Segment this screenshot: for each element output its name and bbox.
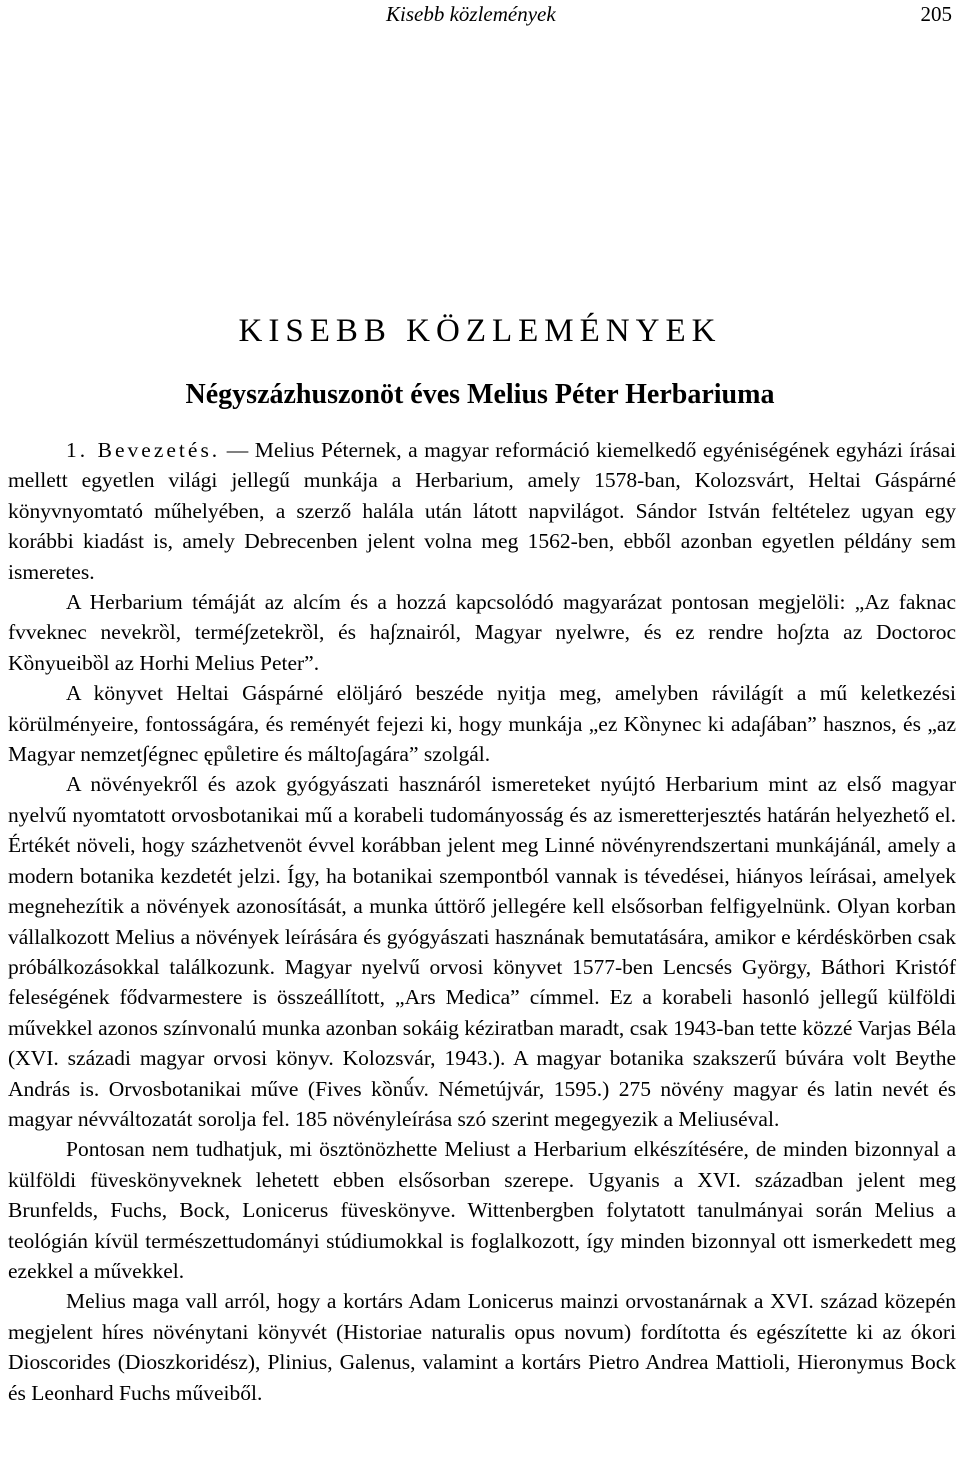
paragraph: A növényekről és azok gyógyászati hasznáról ismereteket nyújtó Herbarium mint az első magyar nyelvű nyomtatott orvosbotanikai mű a korabeli tudományosság és az ismeretterjesztés határán helyezhető el. Értékét növeli, hogy százhetvenöt évvel korábban jelent meg Linné növényrendszertani munkájánál, amely a modern botanika kezdetét jelzi. Így, ha botanikai szempontból vannak is tévedései, hiányos leírásai, amelyek megnehezítik a növények azonosítását, a munka úttörő jellegére kell elsősorban felfigyelnünk. Olyan korban vállalkozott Melius a növények leírására és gyógyászati hasznának bemutatására, amikor e kérdéskörben csak próbálkozásokkal találkozunk. Magyar nyelvű orvosi könyvet 1577-ben Lencsés György, Báthori Kristóf feleségének fődvarmestere is összeállított, „Ars Medica” címmel. Ez a korabeli hasonló jellegű külföldi művekkel azonos színvonalú munka azonban sokáig kéziratban maradt, csak 1943-ban tette közzé Varjas Béla (XVI. századi magyar orvosi könyv. Kolozsvár, 1943.). A magyar botanika szakszerű búvára volt Beythe András is. Orvosbotanikai műve (Fives kȍnů́v. Németújvár, 1595.) 275 növény magyar és latin nevét és magyar névváltozatát sorolja fel. 185 növényleírása szó szerint megegyezik a Meliuséval.	[8, 772, 956, 1131]
running-header	[0, 0, 960, 30]
paragraph-introduction	[8, 435, 956, 587]
section-lead: 1. Bevezetés.	[66, 438, 221, 462]
paragraph: A könyvet Heltai Gáspárné elöljáró beszéde nyitja meg, amelyben rávilágít a mű keletkezési körülményeire, fontosságára, és reményét fejezi ki, hogy munkája „ez Kȍnynec ki ada∫ában” hasznos, és „az Magyar nemzet∫égnec ępůletire és málto∫agára” szolgál.	[8, 681, 956, 767]
paragraph: Melius maga vall arról, hogy a kortárs Adam Lonicerus mainzi orvostanárnak a XVI. század közepén megjelent híres növénytani könyvét (Historiae naturalis opus novum) fordította és egészítette ki az ókori Dioscorides (Dioszkoridész), Plinius, Galenus, valamint a kortárs Pietro Andrea Mattioli, Hieronymus Bock és Leonhard Fuchs műveiből.	[8, 1289, 956, 1405]
article-title: Négyszázhuszonöt éves Melius Péter Herbariuma	[185, 379, 775, 410]
paragraph: A Herbarium témáját az alcím és a hozzá kapcsolódó magyarázat pontosan megjelöli: „Az faknac fvveknec nevekrȍl, termé∫zetekrȍl, és ha∫znairól, Magyar nyelwre, és ez rendre ho∫zta az Doctoroc Kȍnyueibȍl az Horhi Melius Peter”.	[8, 590, 956, 675]
section-title: KISEBB KÖZLEMÉNYEK	[238, 313, 722, 349]
page-number: 205	[920, 2, 952, 26]
paragraph-text: — Melius Péternek, a magyar reformáció kiemelkedő egyéniségének egyházi írásai mellett egyetlen világi jellegű munkája a Herbarium, amely 1578-ban, Kolozsvárt, Heltai Gáspárné könyvnyomtató műhelyében, a szerző halála után látott napvilágot. Sándor István feltételez ugyan egy korábbi kiadást is, amely Debrecenben jelent volna meg 1562-ben, ebből azonban egyetlen példány sem ismeretes.	[8, 438, 956, 584]
paragraph: Pontosan nem tudhatjuk, mi ösztönözhette Meliust a Herbarium elkészítésére, de minden bizonnyal a külföldi füveskönyveknek lehetett ebben elsősorban szerepe. Ugyanis a XVI. században jelent meg Brunfelds, Fuchs, Bock, Lonicerus füveskönyve. Wittenbergben folytatott tanulmányai során Melius a teológián kívül természettudományi stúdiumokkal is foglalkozott, így minden bizonnyal ott ismerkedett meg ezekkel a művekkel.	[8, 1137, 956, 1283]
running-title: Kisebb közlemények	[386, 2, 556, 26]
article-body	[8, 435, 956, 1408]
